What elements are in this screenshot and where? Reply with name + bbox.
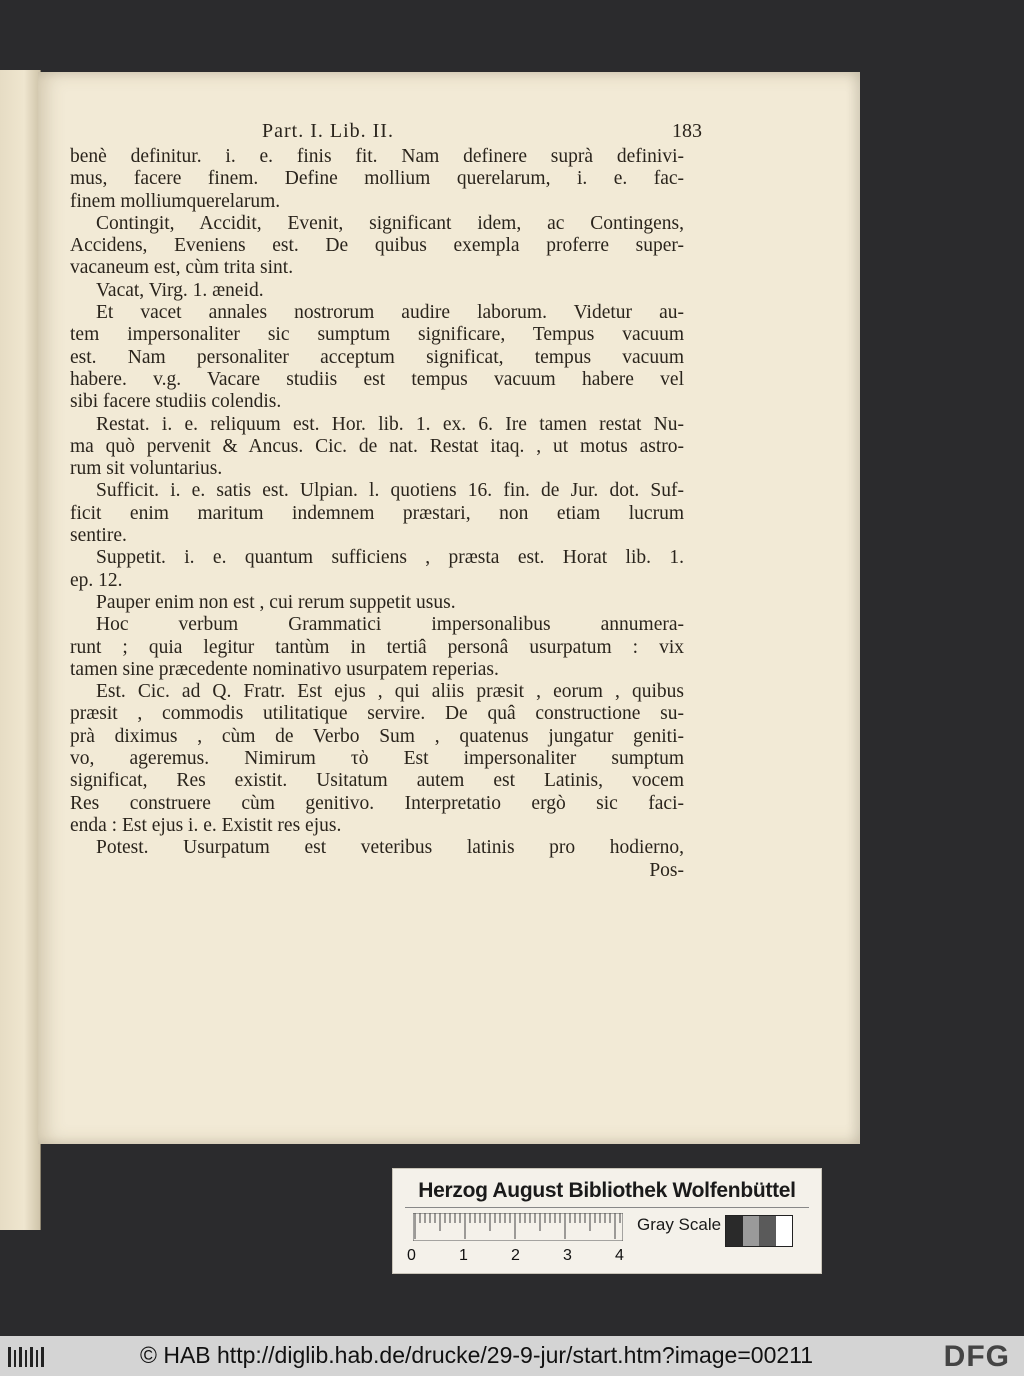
text-line: Et vacet annales nostrorum audire laborum. Videtur au- bbox=[96, 302, 684, 324]
text-line: vo, ageremus. Nimirum τὸ Est impersonaliter sumptum bbox=[70, 748, 684, 770]
text-line: prà diximus , cùm de Verbo Sum , quatenus jungatur geniti- bbox=[70, 725, 684, 747]
library-label bbox=[392, 1168, 822, 1274]
text-line: Potest. Usurpatum est veteribus latinis pro hodierno, bbox=[96, 837, 684, 859]
grayscale-swatch bbox=[743, 1216, 760, 1246]
hab-logo-icon bbox=[6, 1344, 48, 1370]
text-line: ficit enim maritum indemnem præstari, non etiam lucrum bbox=[70, 502, 684, 524]
page-header bbox=[262, 120, 702, 146]
text-line: Vacat, Virg. 1. æneid. bbox=[96, 279, 264, 301]
text-line: enda : Est ejus i. e. Existit res ejus. bbox=[70, 814, 342, 836]
grayscale-swatch bbox=[776, 1216, 793, 1246]
label-divider bbox=[405, 1207, 809, 1208]
ruler-icon bbox=[413, 1213, 623, 1241]
book-page bbox=[38, 72, 860, 1144]
text-line: Restat. i. e. reliquum est. Hor. lib. 1. ex. 6. Ire tamen restat Nu- bbox=[96, 413, 684, 435]
scale-numbers bbox=[407, 1247, 637, 1267]
grayscale-swatches bbox=[725, 1215, 793, 1247]
text-line: mus, facere finem. Define mollium querelarum, i. e. fac- bbox=[70, 168, 684, 190]
scale-number: 3 bbox=[563, 1247, 572, 1264]
text-line: tamen sine præcedente nominativo usurpatem reperias. bbox=[70, 658, 499, 680]
previous-page-edge bbox=[0, 70, 41, 1230]
scale-number: 2 bbox=[511, 1247, 520, 1264]
text-line: Contingit, Accidit, Evenit, significant idem, ac Contingens, bbox=[96, 212, 684, 234]
text-line: significat, Res existit. Usitatum autem est Latinis, vocem bbox=[70, 770, 684, 792]
text-line: Hoc verbum Grammatici impersonalibus annumera- bbox=[96, 614, 684, 636]
text-line: tem impersonaliter sic sumptum significare, Tempus vacuum bbox=[70, 324, 684, 346]
text-line: benè definitur. i. e. finis fit. Nam definere suprà definivi- bbox=[70, 146, 684, 167]
dfg-logo: DFG bbox=[943, 1340, 1010, 1373]
text-line: rum sit voluntarius. bbox=[70, 458, 223, 480]
grayscale-swatch bbox=[726, 1216, 743, 1246]
page-body bbox=[70, 146, 684, 882]
text-line: est. Nam personaliter acceptum significat, tempus vacuum bbox=[70, 346, 684, 368]
text-line: runt ; quia legitur tantùm in tertiâ personâ usurpatum : vix bbox=[70, 636, 684, 658]
text-line: vacaneum est, cùm trita sint. bbox=[70, 257, 294, 279]
running-head: Part. I. Lib. II. bbox=[262, 120, 394, 142]
scale-number: 4 bbox=[615, 1247, 624, 1264]
text-line: habere. v.g. Vacare studiis est tempus vacuum habere vel bbox=[70, 368, 684, 390]
text-line: sentire. bbox=[70, 525, 127, 547]
library-name: Herzog August Bibliothek Wolfenbüttel bbox=[418, 1179, 796, 1202]
text-line: Accidens, Eveniens est. De quibus exempla proferre super- bbox=[70, 235, 684, 257]
text-line: finem molliumquerelarum. bbox=[70, 190, 281, 212]
text-line: præsit , commodis utilitatique servire. De quâ constructione su- bbox=[70, 703, 684, 725]
page-number: 183 bbox=[672, 120, 702, 142]
grayscale-label: Gray Scale bbox=[637, 1215, 722, 1234]
text-line: Est. Cic. ad Q. Fratr. Est ejus , qui aliis præsit , eorum , quibus bbox=[96, 681, 684, 703]
text-line: Pos- bbox=[649, 859, 684, 881]
footer-bar bbox=[0, 1336, 1024, 1376]
scale-number: 1 bbox=[459, 1247, 468, 1264]
text-line: ep. 12. bbox=[70, 569, 123, 591]
footer-source-link[interactable]: © HAB http://diglib.hab.de/drucke/29-9-jur/start.htm?image=00211 bbox=[140, 1342, 814, 1368]
grayscale-swatch bbox=[759, 1216, 776, 1246]
text-line: Pauper enim non est , cui rerum suppetit usus. bbox=[96, 591, 456, 613]
text-line: sibi facere studiis colendis. bbox=[70, 391, 282, 413]
text-line: Res construere cùm genitivo. Interpretatio ergò sic faci- bbox=[70, 792, 684, 814]
text-line: ma quò pervenit & Ancus. Cic. de nat. Restat itaq. , ut motus astro- bbox=[70, 435, 684, 457]
scale-number: 0 bbox=[407, 1247, 416, 1264]
text-line: Sufficit. i. e. satis est. Ulpian. l. quotiens 16. fin. de Jur. dot. Suf- bbox=[96, 480, 684, 502]
text-line: Suppetit. i. e. quantum sufficiens , præsta est. Horat lib. 1. bbox=[96, 547, 684, 569]
